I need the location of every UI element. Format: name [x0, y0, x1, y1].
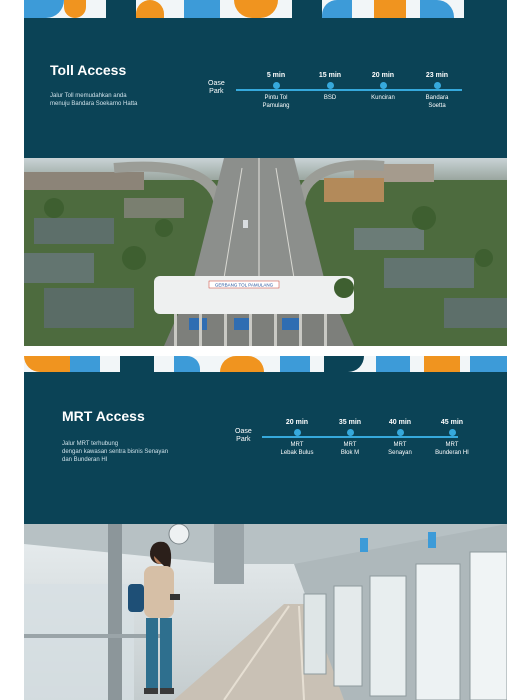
decorative-pattern-strip	[24, 0, 507, 18]
stop-label-line: Soetta	[428, 103, 446, 109]
stop-time: 20 min	[285, 419, 309, 426]
mrt-description	[62, 440, 168, 464]
stop-label	[325, 441, 375, 457]
toll-access-panel	[24, 0, 507, 346]
stop-label-line: Lebak Bulus	[280, 450, 314, 456]
mrt-stop	[427, 419, 477, 457]
stop-label-line: MRT	[393, 442, 407, 448]
stop-label-line: BSD	[323, 95, 337, 101]
toll-description-line: Jalur Toll memudahkan anda	[50, 93, 127, 99]
stop-label-line: Bunderan HI	[435, 450, 469, 456]
mrt-stop	[375, 419, 425, 457]
stop-label-line: Blok M	[340, 450, 360, 456]
stop-label-line: MRT	[343, 442, 357, 448]
stop-label-line: Kunciran	[371, 95, 395, 101]
toll-stop	[251, 72, 301, 110]
stop-label-line: Pintu Tol	[264, 95, 288, 101]
mrt-access-panel	[24, 356, 507, 700]
stop-label-line: Bandara	[425, 95, 449, 101]
decorative-pattern-strip	[24, 356, 507, 372]
stop-dot	[449, 429, 456, 436]
stop-label	[251, 94, 301, 110]
stop-dot	[380, 82, 387, 89]
stop-dot	[347, 429, 354, 436]
mrt-description-line: dan Bunderan HI	[62, 457, 108, 463]
stop-label	[427, 441, 477, 457]
stop-label	[272, 441, 322, 457]
stop-time: 23 min	[425, 72, 449, 79]
stop-label	[412, 94, 462, 110]
stop-label-line: MRT	[290, 442, 304, 448]
toll-title: Toll Access	[50, 62, 127, 78]
toll-stop	[358, 72, 408, 102]
mrt-station-platform-image	[24, 524, 507, 700]
stop-label	[375, 441, 425, 457]
origin-line: Oase	[235, 428, 252, 435]
toll-info-section	[24, 18, 507, 158]
stop-dot	[327, 82, 334, 89]
stop-label-line: MRT	[445, 442, 459, 448]
stop-label	[358, 94, 408, 102]
toll-origin-label	[208, 80, 225, 96]
stop-time: 35 min	[338, 419, 362, 426]
mrt-info-section	[24, 372, 507, 524]
origin-line: Park	[236, 436, 251, 443]
stop-dot	[397, 429, 404, 436]
aerial-toll-gate-image	[24, 158, 507, 346]
mrt-title: MRT Access	[62, 408, 145, 424]
stop-time: 15 min	[318, 72, 342, 79]
stop-time: 40 min	[388, 419, 412, 426]
stop-dot	[434, 82, 441, 89]
mrt-stop	[325, 419, 375, 457]
stop-time: 5 min	[266, 72, 286, 79]
toll-gate-sign: GERBANG TOL PAMULANG	[214, 282, 274, 288]
toll-stop	[412, 72, 462, 110]
stop-time: 20 min	[371, 72, 395, 79]
toll-stop	[305, 72, 355, 102]
mrt-description-line: Jalur MRT terhubung	[62, 441, 119, 447]
toll-description-line: menuju Bandara Soekarno Hatta	[50, 101, 138, 107]
mrt-origin-label	[235, 428, 252, 444]
mrt-description-line: dengan kawasan sentra bisnis Senayan	[62, 449, 169, 455]
mrt-stop	[272, 419, 322, 457]
stop-time: 45 min	[440, 419, 464, 426]
origin-line: Park	[209, 88, 224, 95]
stop-label-line: Pamulang	[262, 103, 290, 109]
stop-label	[305, 94, 355, 102]
toll-description	[50, 92, 137, 108]
stop-dot	[273, 82, 280, 89]
origin-line: Oase	[208, 80, 225, 87]
stop-dot	[294, 429, 301, 436]
stop-label-line: Senayan	[388, 450, 412, 456]
